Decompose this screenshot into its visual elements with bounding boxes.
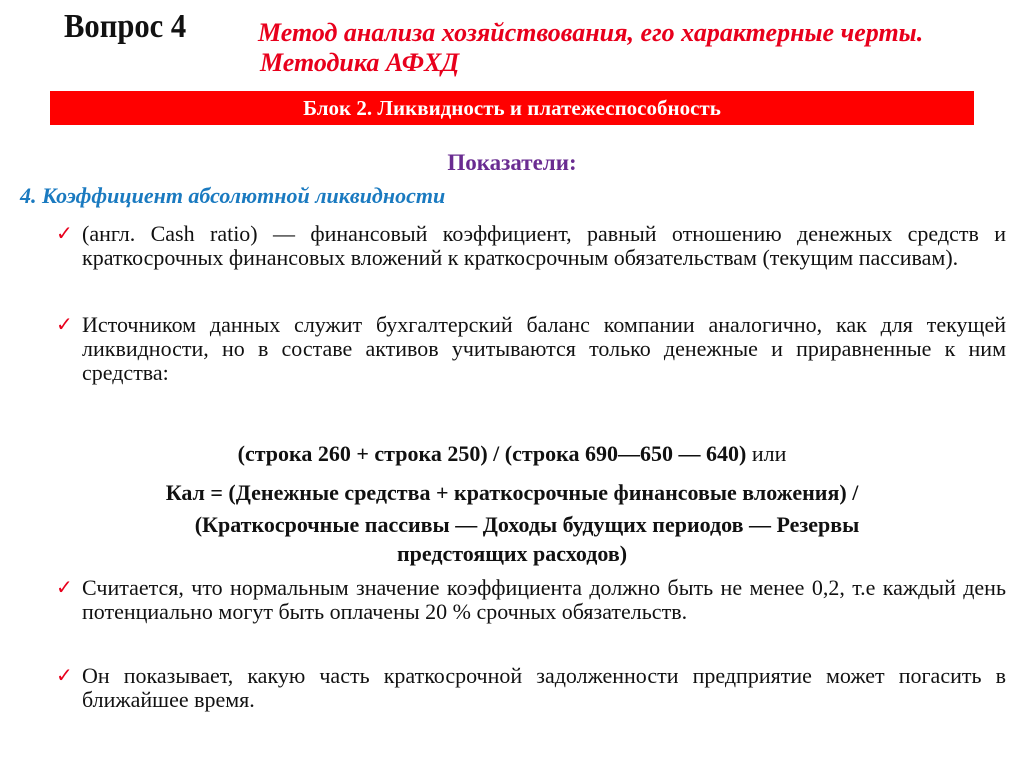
topic-line-2: Методика АФХД [260,48,460,77]
formula-line-1: (строка 260 + строка 250) / (строка 690—650 — 640) [237,441,747,466]
question-title: Вопрос 4 [64,8,187,45]
bullet-item [56,222,1006,270]
formula-line-1-suffix: или [746,441,787,466]
banner-label: Блок 2. Ликвидность и платежеспособность [303,95,721,120]
checkmark-icon: ✓ [56,314,73,336]
bullet-text: Он показывает, какую часть краткосрочной задолженности предприятие может погасить в ближайшее время. [82,663,1006,712]
bullet-text: Источником данных служит бухгалтерский баланс компании аналогично, как для текущей ликвидности, но в составе активов учитываются только денежные и приравненные к ним средства: [82,312,1006,385]
bullet-item [56,576,1006,624]
section-title: Показатели: [447,150,577,175]
bullet-item [56,664,1006,712]
formula-line-4: предстоящих расходов) [396,541,628,566]
checkmark-icon: ✓ [56,223,73,245]
bullet-text: (англ. Cash ratio) — финансовый коэффициент, равный отношению денежных средств и краткосрочных финансовых вложений к краткосрочным обязательствам (текущим пассивам). [82,221,1006,270]
section-subheading: 4. Коэффициент абсолютной ликвидности [20,183,446,208]
topic-title [258,18,1018,78]
bullet-item [56,313,1006,385]
formula-line-3: (Краткосрочные пассивы — Доходы будущих периодов — Резервы [194,512,860,537]
formula-line-2: Кал = (Денежные средства + краткосрочные финансовые вложения) / [165,480,859,505]
checkmark-icon: ✓ [56,577,73,599]
block-banner [50,91,974,125]
bullet-text: Считается, что нормальным значение коэффициента должно быть не менее 0,2, т.е каждый день потенциально могут быть оплачены 20 % срочных обязательств. [82,575,1006,624]
formula-rows [0,440,1024,468]
checkmark-icon: ✓ [56,665,73,687]
topic-line-1: Метод анализа хозяйствования, его характерные черты. [258,18,924,47]
